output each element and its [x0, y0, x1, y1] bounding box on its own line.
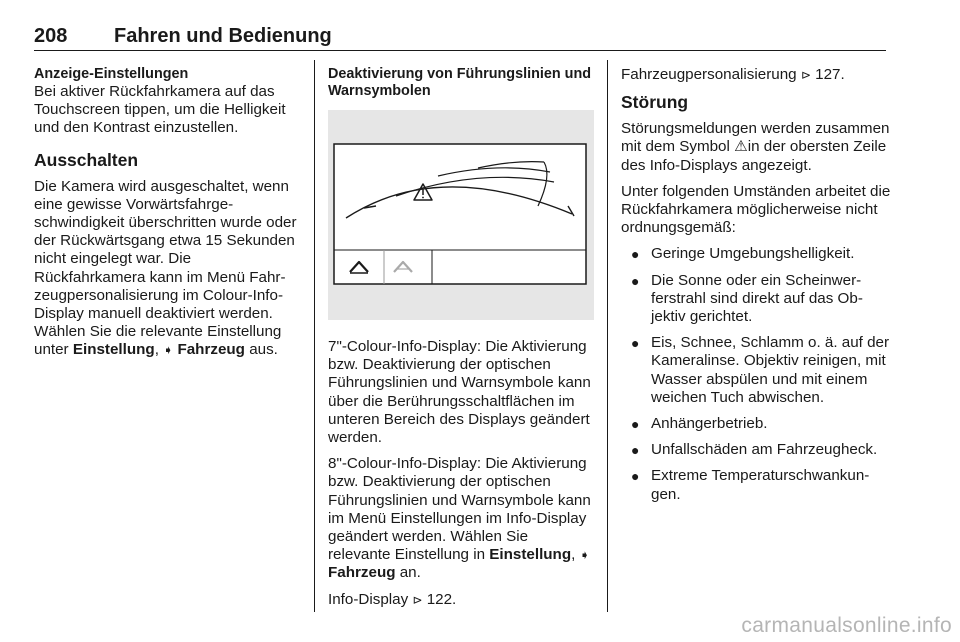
ref-personal-page: 127.	[810, 66, 845, 83]
list-item: ● Geringe Umgebungshelligkeit.	[631, 245, 855, 263]
bold-vehicle: Fahrzeug	[177, 341, 245, 359]
bullet-icon: ●	[631, 246, 640, 263]
ref-personal-label: Fahrzeugpersonalisierung	[621, 66, 797, 83]
column-3	[621, 66, 891, 512]
fault-text-a: Störungsmeldungen werden zusammen mit dem Symbol	[621, 120, 890, 156]
paragraph-8-inch-display	[328, 455, 594, 582]
paragraph-conditions: Unter folgenden Umständen arbeitet die Rückfahrkamera möglicherweise nicht ordnungsgemäß:	[621, 182, 891, 237]
reference-personalisation[interactable]	[621, 66, 891, 84]
chapter-title: Fahren und Bedienung	[114, 25, 332, 47]
page-header	[34, 26, 886, 51]
list-item: ● Eis, Schnee, Schlamm o. ä. auf der Kameralinse. Objektiv reinigen, mit Wasser abspülen und mit einem weichen Tuch abwischen.	[631, 334, 890, 406]
column-1	[34, 66, 300, 368]
arrow-right-icon: ➧	[163, 343, 174, 358]
list-item: ● Die Sonne oder ein Scheinwerferstrahl sind direkt auf das Objektiv gerichtet.	[631, 271, 863, 326]
page-reference-icon: ⊳	[412, 592, 423, 607]
column-divider-2	[607, 60, 608, 612]
bold-vehicle-2: Fahrzeug	[328, 564, 396, 582]
paragraph-fault-messages	[621, 120, 891, 175]
heading-fault: Störung	[621, 92, 689, 113]
column-divider-1	[314, 60, 315, 612]
bold-settings: Einstellung	[72, 341, 155, 359]
column-2	[328, 66, 594, 617]
bullet-icon: ●	[631, 416, 640, 433]
paragraph-7-inch-display: 7"-Colour-Info-Display: Die Aktivierung bzw. Deaktivierung der optischen Führungslinien und Warnsymbole kann über die Berührungsschaltflächen im unteren Bereich des Displays geändert werden.	[328, 338, 591, 447]
separator-2: ,	[571, 546, 580, 564]
fault-text-b: in der obersten Zeile des Info-Displays angezeigt.	[621, 138, 887, 174]
camera-display-svg	[328, 110, 594, 320]
ref-info-page: 122.	[422, 590, 457, 608]
bullet-icon: ●	[631, 468, 640, 485]
8-inch-end: an.	[395, 564, 421, 582]
reference-info-display[interactable]	[328, 591, 594, 609]
bullet-icon: ●	[631, 442, 640, 459]
switch-off-end: aus.	[244, 341, 278, 359]
warning-triangle-icon-inline: ⚠	[734, 138, 748, 156]
list-item: ● Extreme Temperaturschwankungen.	[631, 467, 870, 503]
arrow-right-icon-2: ➧	[579, 548, 590, 563]
bold-settings-2: Einstellung	[489, 546, 572, 564]
list-item: ● Unfallschäden am Fahrzeugheck.	[631, 441, 878, 459]
heading-deactivate-guidelines: Deaktivierung von Führungslinien und Warnsymbolen	[328, 66, 592, 99]
bullet-icon: ●	[631, 272, 640, 289]
list-item: ● Anhängerbetrieb.	[631, 415, 768, 433]
conditions-list	[621, 245, 891, 503]
heading-display-settings: Anzeige-Einstellungen	[34, 66, 189, 82]
page-reference-icon-2: ⊳	[800, 68, 811, 82]
camera-display-illustration	[328, 110, 594, 320]
page-number: 208	[34, 25, 68, 47]
8-inch-text: 8"-Colour-Info-Display: Die Aktivierung bzw. Deaktivierung der optischen Führungslinien und Warnsymbole kann im Menü Einstellungen im Info-Display geändert werden. Wählen Sie relevante Einstellung in	[328, 455, 591, 564]
paragraph-display-settings: Bei aktiver Rückfahrkamera auf das Touchscreen tippen, um die Helligkeit und den Kontrast einzustellen.	[34, 83, 286, 137]
screen-frame	[334, 144, 586, 284]
bullet-icon: ●	[631, 335, 640, 352]
separator: ,	[154, 341, 164, 359]
switch-off-text: Die Kamera wird ausgeschaltet, wenn eine gewisse Vorwärtsfahrgeschwindigkeit überschritten wurde oder der Rückwärtsgang etwa 15 Sekunden nicht eingelegt war. Die Rückfahrkamera kann im Menü Fahrzeugpersonalisierung im Colour-Info-Display manuell deaktiviert werden. Wählen Sie die relevante Einstellung unter	[34, 177, 297, 359]
heading-switch-off: Ausschalten	[34, 149, 139, 170]
paragraph-switch-off	[34, 178, 300, 360]
ref-info-label: Info-Display	[328, 590, 409, 608]
watermark: carmanualsonline.info	[741, 614, 952, 637]
